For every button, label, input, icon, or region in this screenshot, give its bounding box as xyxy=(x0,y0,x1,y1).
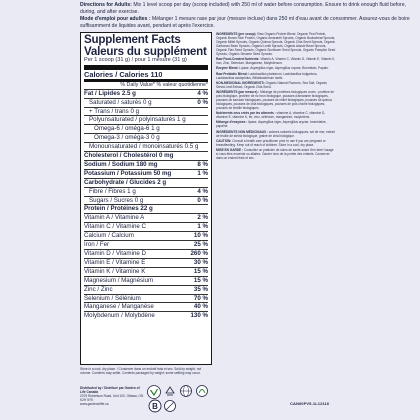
nutrient-dv: 4 % xyxy=(197,187,208,195)
ingr-label-9: INGRÉDIENTS NON MÉDICINAUX : xyxy=(216,129,268,134)
nutrient-label: Vitamin C / Vitamine C xyxy=(84,223,147,231)
ingr-text-3: Lipase, Aspergillus niger, Aspergillus oryzae, Bromelain, Papain. xyxy=(239,66,329,71)
nutrient-row xyxy=(84,178,208,187)
ingr-text-2: Vitamin A, Vitamin C, Vitamin D, Vitamin E, Vitamin K, Iron, Zinc, Selenium, Manganese, Molybdenum. xyxy=(216,57,336,66)
nutrient-label: Zinc / Zinc xyxy=(84,285,113,293)
nutrient-dv: 130 % xyxy=(190,312,208,320)
company-name: Distributed by / Distribué par Garden of Life Canada xyxy=(80,386,140,394)
nutrient-dv: 1 % xyxy=(197,223,208,231)
ingr-label-8: Mélange d'enzymes : xyxy=(216,120,248,125)
nutrient-label: Potassium / Potassium 50 mg xyxy=(84,169,172,177)
daily-value-header xyxy=(84,82,208,89)
supplement-facts-panel xyxy=(80,32,212,365)
nutrient-label: Calcium / Calcium xyxy=(84,232,134,240)
nutrient-row xyxy=(84,89,208,98)
ingr-text-4: Lactobacillus plantarum, Lactobacillus bulgaricus, Lactobacillus acidophilus, Bifidobacterium lactis. xyxy=(216,71,318,80)
directions-fr-label: Mode d'emploi pour adultes : xyxy=(80,16,151,23)
nutrient-dv: 2 % xyxy=(197,214,208,222)
recycle-icon xyxy=(166,387,174,395)
nutrient-label: Vitamin D / Vitamine D xyxy=(84,250,147,258)
nutrient-row xyxy=(84,142,208,151)
ingr-text-9: arômes naturels biologiques, sel de mer, extrait de feuille de stévia biologique, graine de chia biologique. xyxy=(216,129,335,138)
nutrient-row xyxy=(84,133,208,142)
nutrient-label: Manganese / Manganèse xyxy=(84,303,154,311)
nutrient-label: Molybdenum / Molybdène xyxy=(84,312,155,320)
directions-en-text: Mix 1 level scoop per day (scoop included) with 250 ml of water before consumption. Ensure to drink enough fluid before, during, and after exercise. xyxy=(80,2,406,15)
ingr-label-10: CAUTION: xyxy=(216,138,232,143)
nutrient-dv: 1 % xyxy=(197,169,208,177)
ingr-text-6: Mélange de protéines biologiques crues : protéine de pois biologique, protéine de riz brun biologique, pousses d'amarante biologiques, pousses de sarrasin biologiques, pousses de millet biologiques, pousses de quinoa biologiques, pousses de chia biologiques, pousses de pois chiche biologiques, pousses de lentille biologiques. xyxy=(216,89,335,110)
certified-b-icon xyxy=(149,400,161,412)
nutrient-label: Vitamin K / Vitamine K xyxy=(84,267,146,275)
footnote-text: Store in a cool, dry place. / Conserver dans un endroit frais et sec. Sold by weight, not volume. Contents may settle. Contents packaged by weight; some settling may occur. xyxy=(80,367,202,375)
nutrient-row xyxy=(84,276,208,285)
nutrient-row xyxy=(84,151,208,160)
facts-title-fr: Valeurs du supplément xyxy=(84,44,207,58)
nutrient-label: Monounsaturated / monoinsaturés 0.5 g xyxy=(89,143,199,151)
ingr-label-2: Raw Food-Created Nutrients: xyxy=(216,57,260,62)
nutrient-label: Protein / Protéines 22 g xyxy=(84,205,153,213)
nutrient-row xyxy=(84,285,208,294)
nutrient-row xyxy=(84,204,208,213)
directions-block xyxy=(80,2,418,30)
nutrient-dv: 8 % xyxy=(197,160,208,168)
nutrient-label: Fat / Lipides 2.5 g xyxy=(84,89,136,97)
nutrient-row xyxy=(84,124,208,133)
gluten-free-icon xyxy=(165,401,176,412)
serving-size: Per 1 scoop (31 g) / pour 1 mesure (31 g) xyxy=(84,57,187,63)
nutrient-label: Cholesterol / Cholestérol 0 mg xyxy=(84,152,174,160)
ingr-label-3: Enzyme Blend: xyxy=(216,66,239,71)
nutrient-label: Vitamin A / Vitamine A xyxy=(84,214,145,222)
nutrient-label: Sodium / Sodium 180 mg xyxy=(84,160,158,168)
ingr-label-4: Raw Probiotic Blend: xyxy=(216,71,248,76)
nutrient-row xyxy=(84,169,208,178)
nutrient-dv: 15 % xyxy=(193,267,208,275)
dv-header-right: % Daily Value* % valeur quotidienne* xyxy=(120,81,208,88)
nutrient-row xyxy=(84,187,208,196)
nutrient-row xyxy=(84,160,208,169)
directions-en-label: Directions for Adults: xyxy=(80,2,132,8)
ingr-label-7: Nutriments crus créés par les aliments : xyxy=(216,111,276,116)
directions-fr-text: Mélanger 1 mesure rase par jour (mesure incluse) dans 250 ml d'eau avant de consommer. Assurez-vous de boire suffisamment de liquides avant, pendant et après l'exercice. xyxy=(80,16,410,29)
nutrient-dv: 70 % xyxy=(193,294,208,302)
ingr-label-5: NON-MEDICINAL INGREDIENTS: xyxy=(216,80,265,85)
nutrient-row xyxy=(84,240,208,249)
nutrient-label: Iron / Fer xyxy=(84,241,110,249)
ingr-text-8: lipase, Aspergillus niger, Aspergillus oryzae, bromélaïne, papaïne. xyxy=(216,120,327,129)
nutrient-label: Fibre / Fibres 1 g xyxy=(89,187,136,195)
nutrient-row xyxy=(84,98,208,107)
nutrient-dv: 10 % xyxy=(193,232,208,240)
nutrient-row xyxy=(84,231,208,240)
nutrient-row xyxy=(84,196,208,205)
nutrient-label: Carbohydrate / Glucides 2 g xyxy=(84,178,167,186)
company-info xyxy=(80,386,144,406)
facts-title-en: Supplement Facts xyxy=(84,33,181,46)
nutrient-row xyxy=(84,258,208,267)
nutrient-row xyxy=(84,294,208,303)
nutrient-dv: 0 % xyxy=(197,98,208,106)
nutrient-label: Saturated / saturés 0 g xyxy=(89,98,152,106)
nutrient-label: + Trans / trans 0 g xyxy=(89,107,140,115)
nutrient-row xyxy=(84,213,208,222)
nutrient-dv: 30 % xyxy=(193,258,208,266)
ingr-text-11: Consultez un praticien de soins de santé avant d'en faire l'usage si vous êtes enceinte ou allaitez. Garder hors de la portée des enfants. Conserver dans un endroit frais et sec. xyxy=(216,147,334,160)
nutrient-row xyxy=(84,249,208,258)
product-code: CAN00PV5-1L12116 xyxy=(290,401,330,406)
ingr-text-1: Raw Organic Protein Blend: Organic Pea Protein, Organic Brown Rice Protein, Organic Amaranth Sprouts, Organic Buckwheat Sprouts, Organic Millet Sprouts, Organic Quinoa Sprouts, Organic Chia Seed Sprouts, Organic Garbanzo Bean Sprouts, Organic Lentil Sprouts, Organic Adzuki Bean Sprouts, Organic Flax Seed Sprouts, Organic Sunflower Seed Sprouts, Organic Pumpkin Seed Sprouts, Organic Sesame Seed Sprouts. xyxy=(216,32,336,56)
nutrient-label: Polyunsaturated / polyinsaturés 1 g xyxy=(89,116,186,124)
non-gmo-icon xyxy=(197,386,208,397)
nutrient-row xyxy=(84,302,208,311)
nutrient-row xyxy=(84,115,208,124)
nutrient-dv: 40 % xyxy=(193,303,208,311)
vegan-certified-icon xyxy=(148,386,161,399)
nutrient-dv: 260 % xyxy=(190,250,208,258)
ingr-text-10: Consult a health care practitioner prior to use if you are pregnant or breastfeeding. Keep out of reach of children. Store in a cool, dry place. xyxy=(216,138,326,147)
nutrient-label: Omega-6 / oméga-6 1 g xyxy=(94,125,160,133)
company-web: www.gardenoflife.ca xyxy=(80,402,109,406)
calories-label: Calories / Calories 110 xyxy=(84,70,163,79)
ingr-label-11: MISE EN GARDE : xyxy=(216,147,244,152)
ingr-label-6: INGRÉDIENTS (par mesure) : xyxy=(216,89,260,94)
nutrient-label: Vitamin E / Vitamine E xyxy=(84,258,146,266)
nutrient-label: Magnesium / Magnésium xyxy=(84,276,154,284)
ingredients-column xyxy=(216,32,336,378)
nutrient-row xyxy=(84,222,208,231)
nutrient-dv: 15 % xyxy=(193,276,208,284)
calories-row xyxy=(84,70,208,79)
nutrient-dv: 4 % xyxy=(197,89,208,97)
ingr-text-5: Organic Natural Flavours, Sea Salt, Organic Stevia Leaf Extract, Organic Chia Seed. xyxy=(216,80,327,89)
nutrient-rows xyxy=(84,89,208,321)
nutrient-label: Omega-3 / oméga-3 0 g xyxy=(94,134,160,142)
nutrient-row xyxy=(84,267,208,276)
svg-text:B: B xyxy=(152,402,158,411)
nutrient-label: Selenium / Sélénium xyxy=(84,294,141,302)
nutrient-dv: 35 % xyxy=(193,285,208,293)
nutrient-dv: 0 % xyxy=(197,196,208,204)
nutrient-row xyxy=(84,107,208,116)
ingr-text-7: vitamine A, vitamine C, vitamine D, vitamine E, vitamine K, fer, zinc, sélénium, manganèse, molybdène. xyxy=(216,111,326,120)
nutrient-dv: 25 % xyxy=(193,241,208,249)
nutrient-row xyxy=(84,311,208,320)
company-address: 2075 Robertson Road, Unit 100, Ottawa, ON K2H 5Y5 xyxy=(80,394,144,402)
certification-icons xyxy=(146,384,218,414)
nutrient-label: Sugars / Sucres 0 g xyxy=(89,196,144,204)
ingr-label-1: INGREDIENTS (per scoop): xyxy=(216,32,257,36)
globe-icon xyxy=(181,386,192,397)
